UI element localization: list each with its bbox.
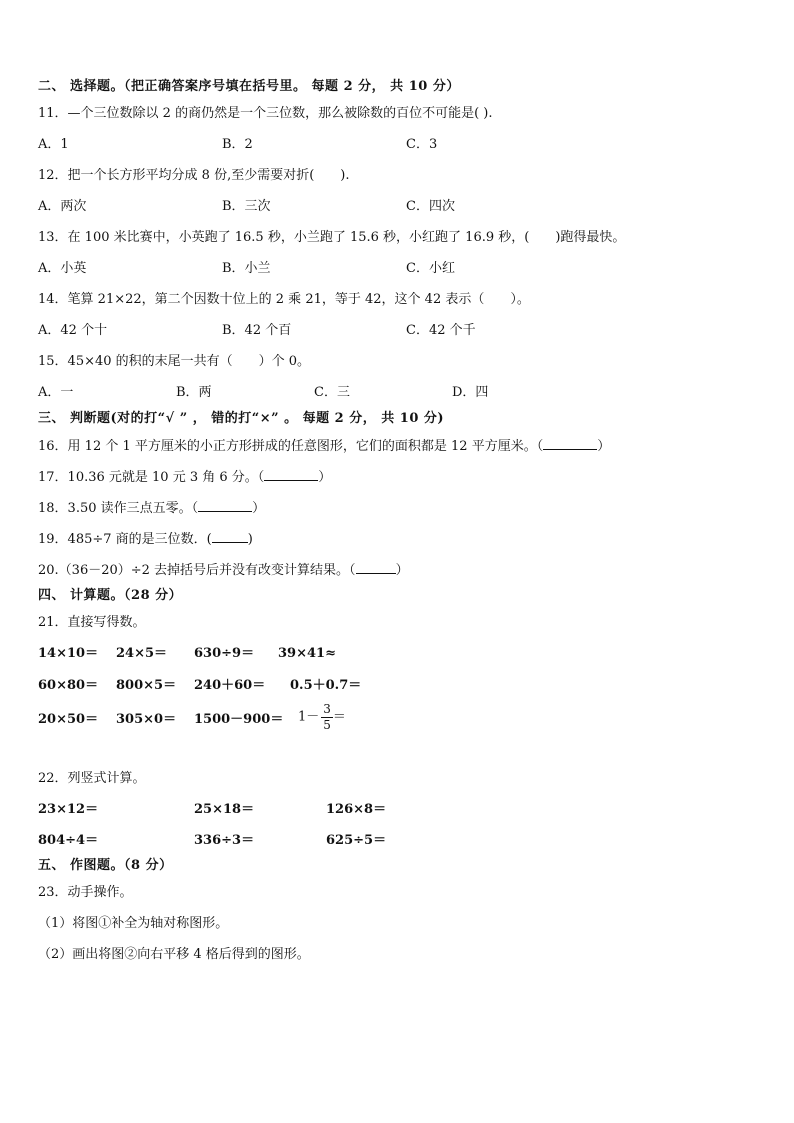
q21-fraction-item <box>298 702 346 733</box>
question-22-title: 22．列竖式计算。 <box>38 771 146 786</box>
q21-item: 240＋60＝ <box>194 678 266 693</box>
question-13: 13．在 100 米比赛中，小英跑了 16.5 秒，小兰跑了 15.6 秒，小红跑了 16.9 秒，( )跑得最快。 <box>38 230 626 245</box>
question-11: 11．—个三位数除以 2 的商仍然是一个三位数，那么被除数的百位不可能是( ). <box>38 106 493 121</box>
question-20 <box>38 561 409 580</box>
q14-option-a: A．42 个十 <box>38 323 108 338</box>
q15-option-c: C．三 <box>314 385 350 400</box>
q13-option-c: C．小红 <box>406 261 455 276</box>
q22-item: 625÷5＝ <box>326 833 387 848</box>
q21-fraction-equals: ＝ <box>332 709 346 725</box>
q20-answer-blank[interactable] <box>356 561 396 574</box>
q15-option-a: A．一 <box>38 385 74 400</box>
q15-option-b: B．两 <box>176 385 212 400</box>
q17-answer-blank[interactable] <box>264 468 318 481</box>
q15-option-d: D．四 <box>452 385 489 400</box>
question-23-part-1: （1）将图①补全为轴对称图形。 <box>38 916 229 931</box>
q22-item: 126×8＝ <box>326 802 387 817</box>
question-23-part-2: （2）画出将图②向右平移 4 格后得到的图形。 <box>38 947 310 962</box>
q21-item: 24×5＝ <box>116 646 168 661</box>
q18-answer-blank[interactable] <box>198 499 252 512</box>
section-four-heading: 四、 计算题。（28 分） <box>38 588 183 603</box>
question-16 <box>38 437 610 456</box>
q22-item: 336÷3＝ <box>194 833 255 848</box>
q21-item: 60×80＝ <box>38 678 99 693</box>
q20-text: 20.（36－20）÷2 去掉括号后并没有改变计算结果。（ <box>38 563 356 578</box>
q22-item: 804÷4＝ <box>38 833 99 848</box>
q16-paren-close: ） <box>597 439 611 454</box>
fraction-denominator: 5 <box>323 718 331 732</box>
section-two-heading: 二、 选择题。（把正确答案序号填在括号里。 每题 2 分， 共 10 分） <box>38 79 460 94</box>
q21-item: 0.5＋0.7＝ <box>290 678 362 693</box>
q18-text: 18．3.50 读作三点五零。（ <box>38 501 199 516</box>
q22-item: 23×12＝ <box>38 802 99 817</box>
question-21-title: 21．直接写得数。 <box>38 615 146 630</box>
q14-option-c: C．42 个千 <box>406 323 476 338</box>
q20-paren-close: ） <box>395 563 409 578</box>
q16-answer-blank[interactable] <box>543 437 597 450</box>
q13-option-b: B．小兰 <box>222 261 271 276</box>
q12-option-b: B．三次 <box>222 199 271 214</box>
q21-item: 1500－900＝ <box>194 712 284 727</box>
fraction-three-fifths <box>321 702 333 733</box>
q19-text: 19．485÷7 商的是三位数．( <box>38 532 212 547</box>
q21-item: 20×50＝ <box>38 712 99 727</box>
question-19 <box>38 530 253 549</box>
question-23-title: 23．动手操作。 <box>38 885 133 900</box>
q17-paren-close: ） <box>318 470 332 485</box>
question-17 <box>38 468 331 487</box>
q21-item: 630÷9＝ <box>194 646 255 661</box>
q21-item: 305×0＝ <box>116 712 177 727</box>
q21-item: 39×41≈ <box>278 646 336 661</box>
q22-item: 25×18＝ <box>194 802 255 817</box>
q18-paren-close: ） <box>252 501 266 516</box>
q12-option-a: A．两次 <box>38 199 87 214</box>
fraction-numerator: 3 <box>323 702 331 716</box>
q12-option-c: C．四次 <box>406 199 455 214</box>
question-15: 15．45×40 的积的末尾一共有（ ）个 0。 <box>38 354 311 369</box>
question-18 <box>38 499 265 518</box>
q16-text: 16．用 12 个 1 平方厘米的小正方形拼成的任意图形，它们的面积都是 12 平方厘米。（ <box>38 439 544 454</box>
q11-option-c: C．3 <box>406 137 438 152</box>
q13-option-a: A．小英 <box>38 261 87 276</box>
q11-option-b: B．2 <box>222 137 253 152</box>
q21-item: 14×10＝ <box>38 646 99 661</box>
q19-answer-blank[interactable] <box>212 530 248 543</box>
question-14: 14．笔算 21×22，第二个因数十位上的 2 乘 21，等于 42，这个 42 表示（ ）。 <box>38 292 530 307</box>
q21-item: 800×5＝ <box>116 678 177 693</box>
q21-fraction-lead: 1－ <box>298 709 320 725</box>
section-five-heading: 五、 作图题。（8 分） <box>38 858 173 873</box>
section-three-heading: 三、 判断题(对的打“√ ” ， 错的打“×” 。 每题 2 分， 共 10 分) <box>38 411 445 426</box>
q19-paren-close: ) <box>247 532 253 547</box>
q11-option-a: A．1 <box>38 137 69 152</box>
question-12: 12．把一个长方形平均分成 8 份,至少需要对折( ). <box>38 168 350 183</box>
q17-text: 17．10.36 元就是 10 元 3 角 6 分。（ <box>38 470 265 485</box>
q14-option-b: B．42 个百 <box>222 323 292 338</box>
